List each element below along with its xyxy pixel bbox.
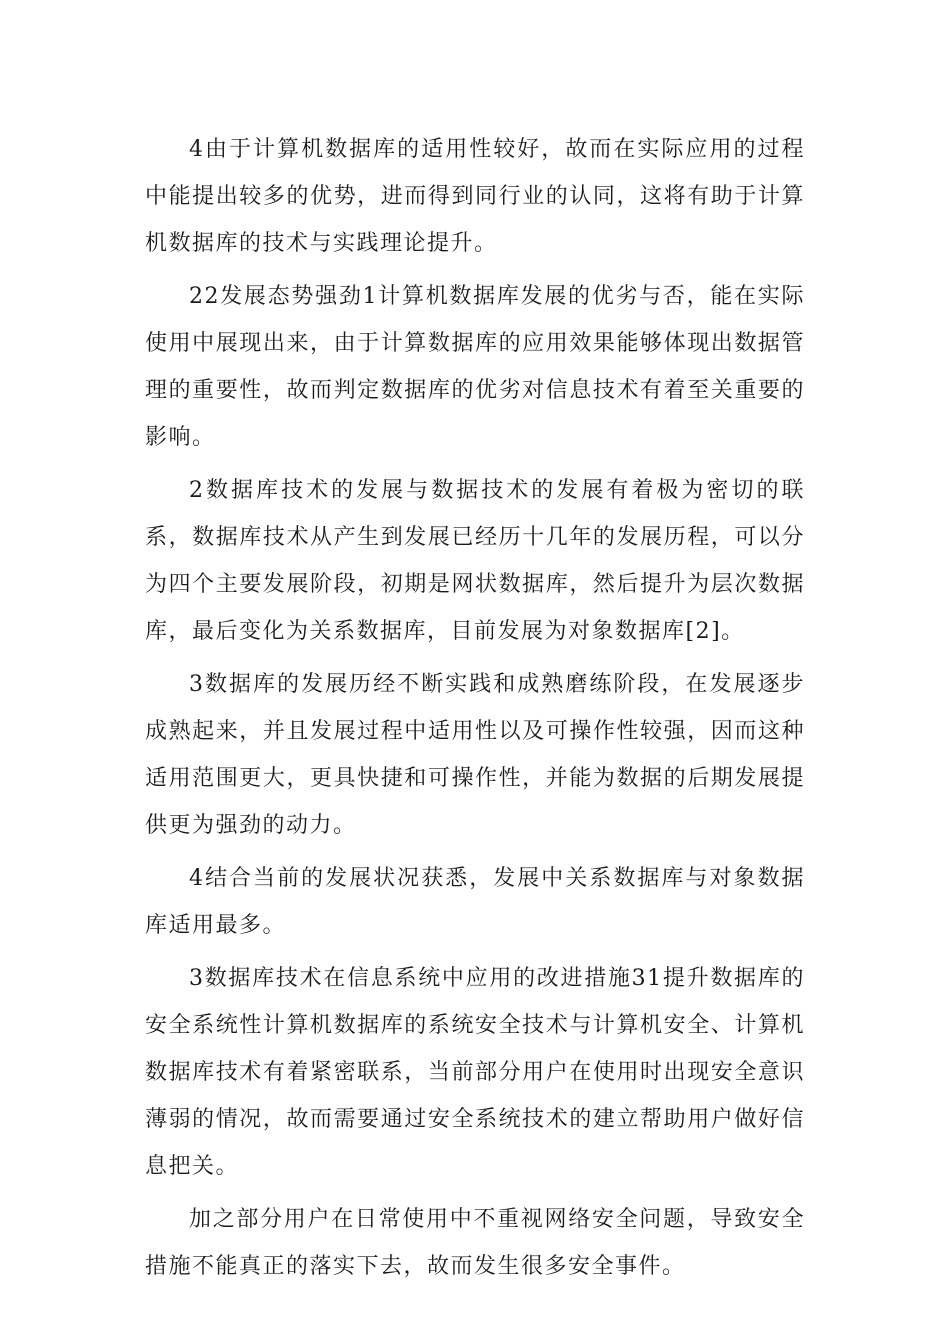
paragraph-1: 4由于计算机数据库的适用性较好，故而在实际应用的过程中能提出较多的优势，进而得到同行业的认同，这将有助于计算机数据库的技术与实践理论提升。 <box>145 137 805 256</box>
paragraph-2: 22发展态势强劲1计算机数据库发展的优劣与否，能在实际使用中展现出来，由于计算数据库的应用效果能够体现出数据管理的重要性，故而判定数据库的优劣对信息技术有着至关重要的影响。 <box>145 284 805 450</box>
paragraph-4: 3数据库的发展历经不断实践和成熟磨练阶段，在发展逐步成熟起来，并且发展过程中适用性以及可操作性较强，因而这种适用范围更大，更具快捷和可操作性，并能为数据的后期发展提供更为强劲的动力。 <box>145 672 805 838</box>
paragraph-5: 4结合当前的发展状况获悉，发展中关系数据库与对象数据库适用最多。 <box>145 866 805 938</box>
paragraph-7: 加之部分用户在日常使用中不重视网络安全问题，导致安全措施不能真正的落实下去，故而发生很多安全事件。 <box>145 1207 805 1279</box>
paragraph-6: 3数据库技术在信息系统中应用的改进措施31提升数据库的安全系统性计算机数据库的系统安全技术与计算机安全、计算机数据库技术有着紧密联系，当前部分用户在使用时出现安全意识薄弱的情况，故而需要通过安全系统技术的建立帮助用户做好信息把关。 <box>145 966 805 1179</box>
document-body <box>145 126 805 1296</box>
paragraph-3: 2数据库技术的发展与数据技术的发展有着极为密切的联系，数据库技术从产生到发展已经历十几年的发展历程，可以分为四个主要发展阶段，初期是网状数据库，然后提升为层次数据库，最后变化为关系数据库，目前发展为对象数据库[2]。 <box>145 478 805 644</box>
